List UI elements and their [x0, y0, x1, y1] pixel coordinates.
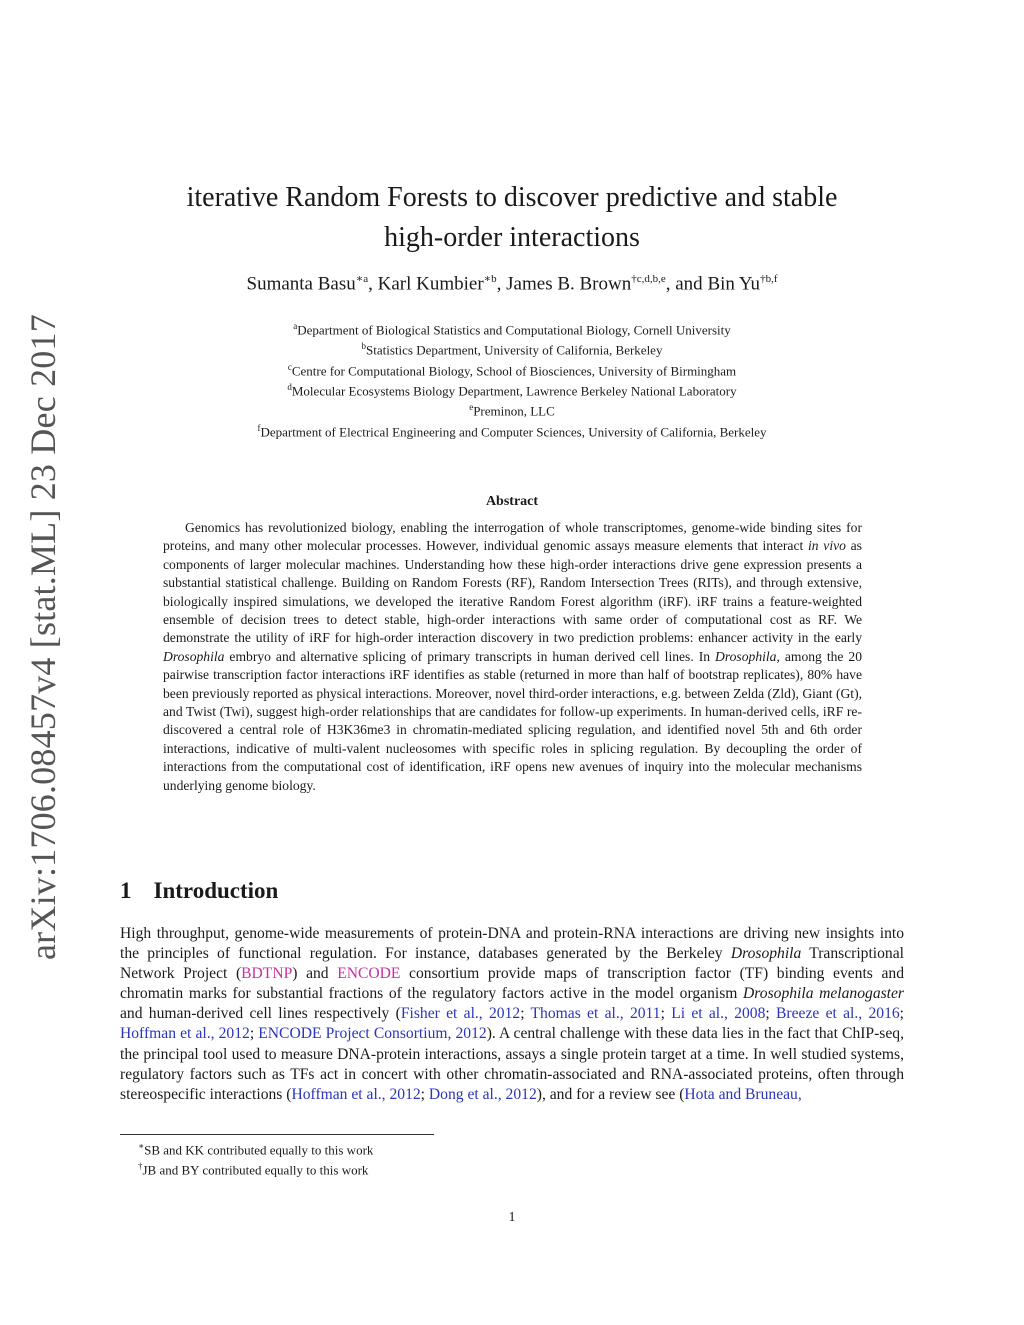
abstract-text: as components of larger molecular machines. Understanding how these high-order interactions drive gene expression presents a substantial statistical challenge. Building on Random Forests (RF), Random Intersection Trees (RITs), and through extensive, biologically inspired simulations, we developed the iterative Random Forest algorithm (iRF). iRF trains a feature-weighted ensemble of decision trees to detect stable, high-order interactions with same order of computational cost as RF. We demonstrate the utility of iRF for high-order interaction discovery in two prediction problems: enhancer activity in the early: [163, 538, 862, 646]
abstract-emphasis: in vivo: [807, 538, 846, 554]
affiliation-mark: d: [287, 381, 292, 392]
affiliation-item: [120, 359, 904, 379]
paper-title: [120, 178, 904, 258]
abstract-emphasis: Drosophila: [163, 648, 225, 664]
citation-link[interactable]: Li et al., 2008: [671, 1005, 766, 1023]
body-text: ;: [899, 1005, 905, 1023]
affiliation-text: Department of Electrical Engineering and Computer Sciences, University of California, Berkeley: [260, 423, 767, 439]
citation-link[interactable]: Thomas et al., 2011: [530, 1005, 661, 1023]
title-line-2: high-order interactions: [384, 222, 640, 253]
author-name: James B. Brown: [506, 273, 632, 295]
author-list: [120, 272, 904, 295]
affiliation-text: Molecular Ecosystems Biology Department, Lawrence Berkeley National Laboratory: [291, 383, 737, 399]
body-text: consortium provide maps of transcription factor (TF) binding events and chromatin marks for substantial fractions of the regulatory factors active in the model organism: [120, 965, 904, 1003]
section-heading: [120, 878, 278, 904]
page-number: 1: [508, 1210, 516, 1225]
affiliation-mark: a: [293, 321, 298, 331]
affiliation-item: [120, 399, 904, 419]
body-text: ;: [420, 1085, 429, 1103]
affiliation-mark: b: [361, 341, 367, 352]
author-name: Sumanta Basu: [246, 273, 356, 295]
body-text: High throughput, genome-wide measurements of protein-DNA and protein-RNA interactions are driving new insights into the principles of functional regulation. For instance, databases generated by the Berkeley: [120, 925, 904, 963]
footnote-text: JB and BY contributed equally to this work: [142, 1162, 369, 1178]
author-affiliation-marks: †b,f: [760, 273, 778, 285]
citation-link[interactable]: Fisher et al., 2012: [400, 1005, 521, 1023]
body-text: ;: [249, 1025, 259, 1043]
author-affiliation-marks: ∗b: [483, 273, 497, 285]
section-number: 1: [120, 878, 132, 903]
citation-link[interactable]: Dong et al., 2012: [428, 1085, 537, 1103]
body-emphasis: Drosophila: [730, 945, 802, 963]
body-text: ;: [520, 1005, 531, 1023]
footnote-list: [138, 1138, 373, 1179]
citation-link[interactable]: ENCODE Project Consortium, 2012: [258, 1025, 487, 1043]
body-text: and human-derived cell lines respectively (: [120, 1005, 401, 1023]
affiliation-list: [120, 318, 904, 440]
author-name: Bin Yu: [707, 273, 761, 295]
abstract-emphasis: Drosophila: [715, 648, 777, 664]
body-text: ) and: [292, 965, 338, 983]
abstract-text: , among the 20 pairwise transcription factor interactions iRF identifies as stable (returned in more than half of bootstrap replicates), 80% have been previously reported as physical interactions. Moreover, novel third-order interactions, e.g. between Zelda (Zld), Giant (Gt), and Twist (Twi), suggest high-order relationships that are candidates for follow-up experiments. In human-derived cells, iRF re-discovered a central role of H3K36me3 in chromatin-mediated splicing regulation, and identified novel 5th and 6th order interactions, indicative of multi-valent nucleosomes with specific roles in splicing regulation. By decoupling the order of interactions from the computational cost of identification, iRF opens new avenues of inquiry into the molecular mechanisms underlying genome biology.: [163, 648, 863, 793]
author-separator: ,: [496, 273, 507, 295]
affiliation-text: Statistics Department, University of California, Berkeley: [366, 342, 663, 358]
citation-link[interactable]: Breeze et al., 2016: [776, 1005, 900, 1023]
affiliation-item: [120, 318, 904, 338]
footnote-text: SB and KK contributed equally to this work: [144, 1142, 374, 1158]
encode-link[interactable]: ENCODE: [337, 965, 401, 983]
affiliation-item: [120, 338, 904, 358]
affiliation-text: Preminon, LLC: [473, 403, 555, 419]
body-text: Transcriptional Network Project (: [120, 945, 904, 983]
footnote-item: [138, 1138, 373, 1158]
body-text: ;: [765, 1005, 777, 1023]
body-text: ). A central challenge with these data lies in the fact that ChIP-seq, the principal tool used to measure DNA-protein interactions, assays a single protein target at a time. In well studied systems, regulatory factors such as TFs act in concert with other chromatin-associated and RNA-associated proteins, often through stereospecific interactions (: [120, 1025, 904, 1103]
footnote-mark: ∗: [138, 1141, 145, 1151]
section-title: Introduction: [153, 878, 279, 903]
affiliation-item: [120, 379, 904, 399]
affiliation-mark: e: [469, 402, 474, 413]
arxiv-identifier-stamp: arXiv:1706.08457v4 [stat.ML] 23 Dec 2017: [23, 314, 63, 960]
citation-link[interactable]: Hota and Bruneau,: [684, 1085, 802, 1103]
affiliation-item: [120, 420, 904, 440]
bdtnp-link[interactable]: BDTNP: [241, 965, 293, 983]
citation-link[interactable]: Hoffman et al., 2012: [120, 1025, 250, 1043]
affiliation-text: Centre for Computational Biology, School of Biosciences, University of Birmingham: [291, 362, 737, 378]
author-affiliation-marks: ∗a: [355, 273, 369, 285]
author-separator: , and: [665, 273, 708, 295]
citation-link[interactable]: Hoffman et al., 2012: [291, 1085, 421, 1103]
author-separator: ,: [368, 273, 378, 295]
title-line-1: iterative Random Forests to discover predictive and stable: [186, 182, 838, 213]
body-text: ;: [660, 1005, 672, 1023]
footnote-divider: [120, 1134, 434, 1135]
abstract-text: embryo and alternative splicing of primary transcripts in human derived cell lines. In: [224, 648, 716, 664]
affiliation-mark: c: [287, 361, 292, 372]
body-text: ), and for a review see (: [536, 1085, 685, 1103]
footnote-mark: †: [138, 1161, 143, 1172]
body-emphasis: Drosophila melanogaster: [743, 985, 905, 1003]
affiliation-mark: f: [257, 422, 261, 433]
author-name: Karl Kumbier: [377, 273, 484, 295]
abstract-text: Genomics has revolutionized biology, enabling the interrogation of whole transcriptomes, genome-wide binding sites for proteins, and many other molecular processes. However, individual genomic assays measure elements that interact: [163, 520, 862, 554]
affiliation-text: Department of Biological Statistics and Computational Biology, Cornell University: [297, 322, 731, 338]
introduction-paragraph: [120, 924, 904, 1105]
author-affiliation-marks: †c,d,b,e: [631, 273, 666, 285]
abstract-heading: Abstract: [485, 494, 539, 509]
abstract-paragraph: [163, 519, 862, 795]
footnote-item: [138, 1158, 373, 1178]
